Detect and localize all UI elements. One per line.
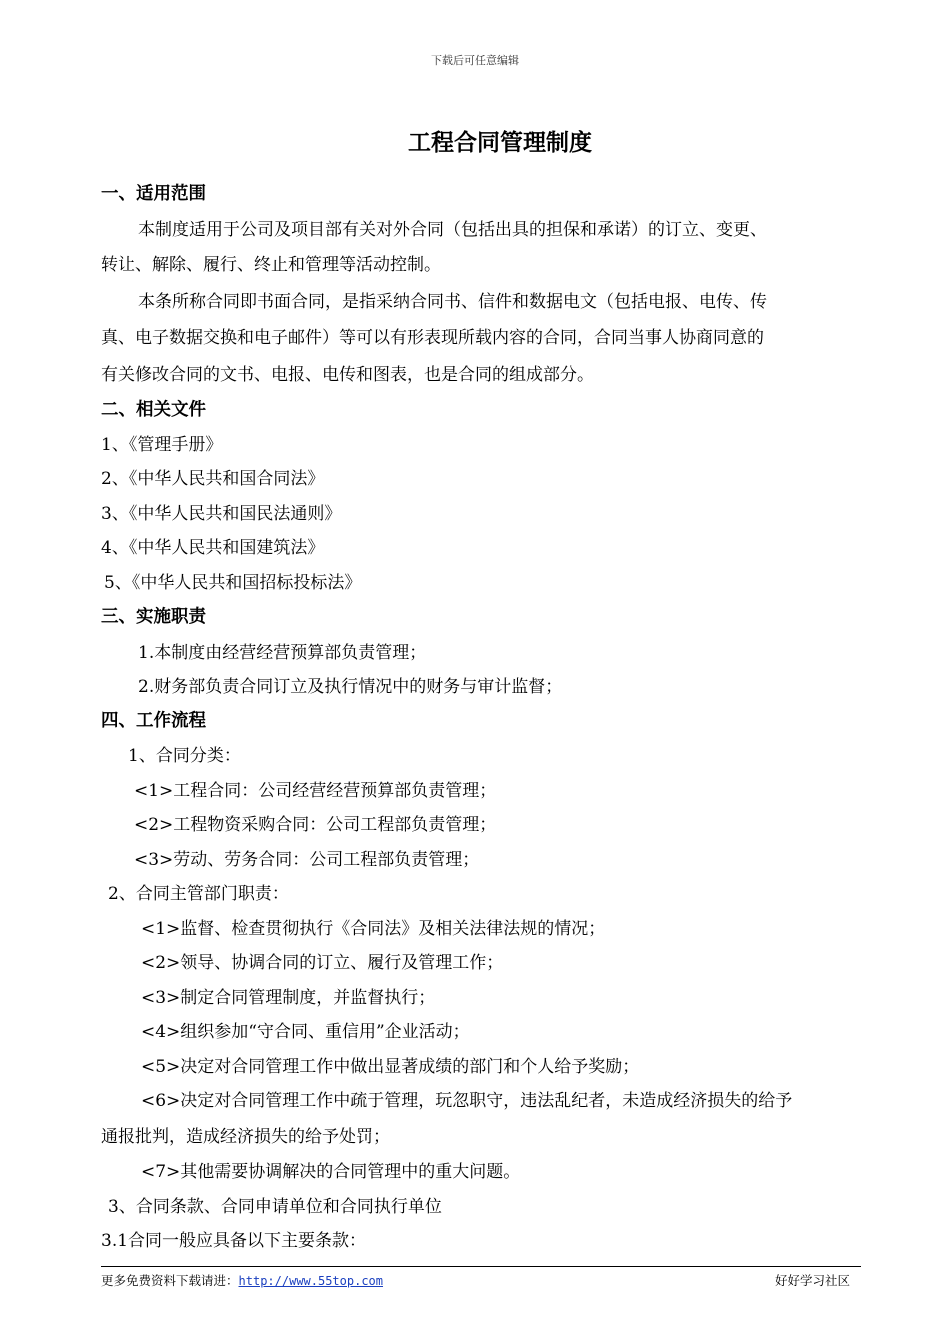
list-item: 2、《中华人民共和国合同法》 [101,469,325,489]
list-item: <3>制定合同管理制度，并监督执行； [141,988,436,1008]
list-item: 1、《管理手册》 [101,435,223,455]
paragraph-line: 真、电子数据交换和电子邮件）等可以有形表现所载内容的合同，合同当事人协商同意的 [101,328,764,348]
document-title: 工程合同管理制度 [408,129,592,156]
list-item: 3、《中华人民共和国民法通则》 [101,504,342,524]
list-item-continuation: 通报批判，造成经济损失的给予处罚； [101,1127,390,1147]
paragraph-line: 有关修改合同的文书、电报、电传和图表，也是合同的组成部分。 [101,365,594,385]
subheading: 3.1合同一般应具备以下主要条款： [101,1231,367,1251]
section-heading-related-docs: 二、相关文件 [101,400,206,420]
section-heading-responsibilities: 三、实施职责 [101,607,206,627]
list-item: <1>监督、检查贯彻执行《合同法》及相关法律法规的情况； [141,919,606,939]
section-heading-workflow: 四、工作流程 [101,711,206,731]
paragraph-line: 转让、解除、履行、终止和管理等活动控制。 [101,255,441,275]
footer-prefix: 更多免费资料下载请进： [101,1273,239,1288]
list-item: <1>工程合同：公司经营经营预算部负责管理； [134,781,497,801]
subheading: 1、合同分类： [128,746,241,766]
list-item: <4>组织参加“守合同、重信用”企业活动； [141,1022,470,1042]
list-item: <2>工程物资采购合同：公司工程部负责管理； [134,815,497,835]
footer-link[interactable]: http://www.55top.com [238,1274,384,1288]
section-heading-scope: 一、适用范围 [101,184,206,204]
list-item: 2.财务部负责合同订立及执行情况中的财务与审计监督； [138,677,563,697]
list-item: 5、《中华人民共和国招标投标法》 [104,573,362,593]
list-item: <6>决定对合同管理工作中疏于管理，玩忽职守，违法乱纪者，未造成经济损失的给予 [141,1091,793,1111]
footer-right: 好好学习社区 [775,1273,851,1288]
paragraph-line: 本条所称合同即书面合同，是指采纳合同书、信件和数据电文（包括电报、电传、传 [138,292,767,312]
list-item: <2>领导、协调合同的订立、履行及管理工作； [141,953,504,973]
footer-divider [101,1266,861,1267]
page-header-note: 下载后可任意编辑 [431,54,519,67]
list-item: 1.本制度由经营经营预算部负责管理； [138,643,427,663]
list-item: <7>其他需要协调解决的合同管理中的重大问题。 [141,1162,521,1182]
list-item: 4、《中华人民共和国建筑法》 [101,538,325,558]
footer-left [101,1271,383,1289]
list-item: <3>劳动、劳务合同：公司工程部负责管理； [134,850,480,870]
paragraph-line: 本制度适用于公司及项目部有关对外合同（包括出具的担保和承诺）的订立、变更、 [138,220,767,240]
subheading: 3、合同条款、合同申请单位和合同执行单位 [108,1197,442,1217]
list-item: <5>决定对合同管理工作中做出显著成绩的部门和个人给予奖励； [141,1057,640,1077]
subheading: 2、合同主管部门职责： [108,884,289,904]
